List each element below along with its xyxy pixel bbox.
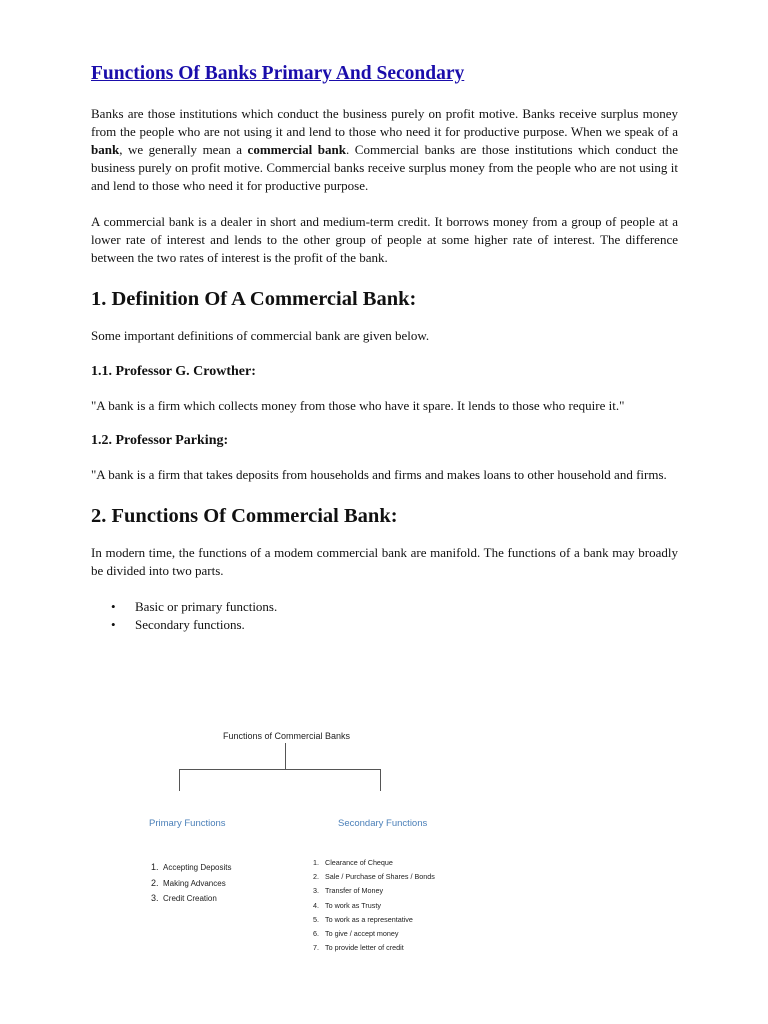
intro-text-b: , we generally mean a	[119, 142, 248, 158]
intro-paragraph-1	[91, 105, 678, 195]
intro-bold-bank: bank	[91, 142, 120, 158]
article-title-link[interactable]: Functions Of Banks Primary And Secondary	[91, 63, 465, 84]
list-item: 2. Making Advances	[151, 877, 226, 888]
diagram-connector	[380, 769, 381, 791]
primary-functions-title: Primary Functions	[149, 818, 226, 829]
list-item: 5. To work as a representative	[313, 914, 413, 924]
primary-functions-list	[151, 860, 231, 907]
crowther-quote: "A bank is a firm which collects money from those who have it spare. It lends to those who require it."	[91, 397, 625, 413]
secondary-functions-title: Secondary Functions	[338, 818, 428, 829]
diagram-connector	[179, 769, 180, 791]
intro-text-a: Banks are those institutions which conduct the business purely on profit motive. Banks receive surplus money from the people who are not using it and lend to those who need it for productive purpose. When we speak of a	[91, 106, 678, 140]
subsection-1-2-heading: 1.2. Professor Parking:	[91, 432, 229, 448]
list-item: • Secondary functions.	[113, 616, 678, 634]
list-item: 3. Transfer of Money	[313, 886, 384, 896]
functions-diagram	[143, 726, 443, 961]
intro-paragraph-2: A commercial bank is a dealer in short and medium-term credit. It borrows money from a group of people at a lower rate of interest and lends to the other group of people at some higher rate of interest. The difference between the two rates of interest is the profit of the bank.	[91, 214, 678, 266]
list-item: 4. To work as Trusty	[313, 900, 381, 910]
diagram-connector	[285, 743, 286, 769]
section-1-heading: 1. Definition Of A Commercial Bank:	[91, 288, 417, 311]
diagram-title: Functions of Commercial Banks	[223, 731, 351, 741]
list-item: 2. Sale / Purchase of Shares / Bonds	[313, 872, 435, 882]
list-item: • Basic or primary functions.	[113, 598, 678, 616]
list-item: 1. Accepting Deposits	[151, 862, 232, 872]
list-item: 1. Clearance of Cheque	[313, 858, 393, 867]
section-1-intro: Some important definitions of commercial bank are given below.	[91, 327, 430, 343]
subsection-1-1-heading: 1.1. Professor G. Crowther:	[91, 363, 256, 379]
section-2-intro: In modern time, the functions of a modem commercial bank are manifold. The functions of a bank may broadly be divided into two parts.	[91, 545, 678, 579]
section-2-heading: 2. Functions Of Commercial Bank:	[91, 504, 398, 527]
list-item: 7. To provide letter of credit	[313, 943, 404, 953]
intro-bold-commercial-bank: commercial bank	[247, 142, 346, 158]
list-item: 3. Credit Creation	[151, 893, 217, 903]
list-item: 6. To give / accept money	[313, 929, 399, 939]
diagram-connector	[179, 769, 381, 770]
secondary-functions-list	[313, 856, 435, 955]
functions-bullet-list	[91, 598, 678, 634]
parking-quote: "A bank is a firm that takes deposits from households and firms and makes loans to other household and firms.	[91, 466, 667, 482]
article	[91, 62, 678, 634]
intro-text-c: . Commercial banks are those institutions which conduct the business purely on profit motive. Commercial banks receive surplus money from the people who are not using it and lend to those who need it for productive purpose.	[91, 142, 678, 194]
